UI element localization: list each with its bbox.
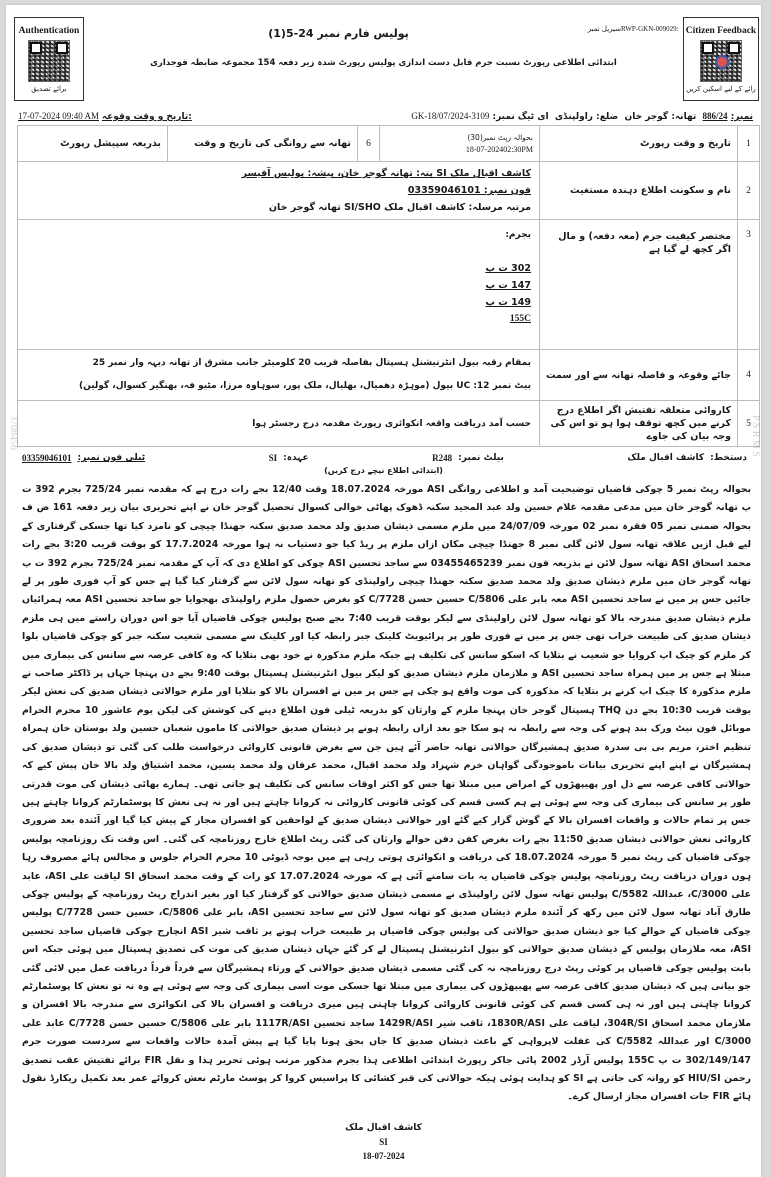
- fir-number-value: 886/24: [702, 111, 728, 121]
- district-value: راولپنڈی: [554, 112, 593, 122]
- row2-value: [18, 162, 540, 220]
- document-header: [6, 5, 761, 105]
- signature-line: [6, 447, 761, 463]
- footer-date: 18-07-2024: [362, 1150, 405, 1161]
- police-station-value: گوجر خان: [624, 112, 669, 122]
- row2-number: 2: [738, 162, 760, 220]
- occurrence-datetime: [18, 111, 192, 122]
- footer-signer-name: کاشف اقبال ملک: [345, 1122, 422, 1133]
- citizen-feedback-caption: رائے کے لیے اسکین کریں: [686, 85, 756, 93]
- row3-label: مختصر کیفیت جرم (معہ دفعہ) و مال اگر کچھ لے گیا ہے: [540, 220, 738, 350]
- row6-number: 6: [358, 126, 380, 162]
- signer-pair: [627, 453, 747, 463]
- row4-value: [18, 350, 540, 401]
- crime-label: بجرم:: [505, 230, 531, 240]
- occurrence-datetime-value: 17-07-2024 09:40 AM: [18, 111, 99, 121]
- row1-value: [380, 126, 540, 162]
- row5-value: حسب آمد دریافت واقعہ انکوائری رپورٹ مقدمہ درج رجسٹر ہوا: [18, 401, 540, 447]
- citizen-feedback-label: Citizen Feedback: [685, 26, 757, 36]
- fir-meta-line: [411, 111, 753, 122]
- fir-meta-row: [6, 105, 761, 125]
- rank-label: عہدہ:: [283, 453, 309, 463]
- fir-details-table: [17, 125, 760, 447]
- fir-narrative: [22, 481, 751, 1107]
- row3-number: 3: [738, 220, 760, 350]
- form-subtitle: ابتدائی اطلاعی رپورٹ نسبت جرم قابل دست اندازی پولیس رپورٹ شدہ زیر دفعہ 154 مجموعہ ضابطہ فوجداری: [150, 58, 617, 68]
- serial-number: [588, 25, 679, 33]
- row6-value: بذریعہ سپیشل رپورٹ: [18, 126, 168, 162]
- citizen-feedback-qr-code-icon: [700, 40, 742, 82]
- row1-label: تاریخ و وقت رپورٹ: [540, 126, 738, 162]
- etag-value: GK-18/07/2024-3109: [411, 111, 490, 121]
- row4-label: جائے وقوعہ و فاصلہ تھانہ سے اور سمت: [540, 350, 738, 401]
- belt-label: بیلٹ نمبر:: [458, 453, 504, 463]
- row4-value-line-2: بیٹ نمبر 12: UC بیول (موہڑہ دھمیال، بھلیال، ملک پور، سوہاوہ مرزا، مٹیو فہ، بھنگیر کسوال، گولین): [79, 381, 531, 391]
- table-row: [18, 162, 760, 220]
- table-row: [18, 350, 760, 401]
- authentication-qr-code-icon: [28, 40, 70, 82]
- row5-label: کاروائی متعلقہ تفتیش اگر اطلاع درج کرنے میں کچھ توقف ہوا ہو تو اس کی وجہ بیان کی جاوے: [540, 401, 738, 447]
- signer-name: کاشف اقبال ملک: [627, 453, 705, 463]
- narrative-paragraph: بحوالہ رپٹ نمبر 5 چوکی قاضیاں توضیحیت آمد و اطلاعی روانگی ASI مورخہ 18.07.2024 وقت 12/40 بجے رات درج ہے کہ مقدمہ نمبر 725/24 بجرم 392 ت پ تھانہ گوجر خان میں مدعی مقدمہ غلام حسین ولد عبد المجید سکنہ ڈھوک پھاٹی خوالی کسوال تحصیل گوجر خان نے اپنے تحریری بیان زیر دفعہ 161 ض ف بحوالہ ضمنی نمبر 05 فقرہ نمبر 02 مورخہ 24/07/09 میں ملزم مسمی ذیشان صدیق ولد محمد صدیق سکنہ جھنڈا چیچی کو نامزد کیا تھا جسکی گرفتاری کے لیے قبل ازیں علاقہ تھانہ سول لائن گلی نمبر 8 جھنڈا چیچی مکان ازاں ملزم پر ریڈ کیا جو دستیاب نہ ہوا مورخہ 17.7.2024 کو بوقت قریب 3:20 بجے رات محمد اسحاق ASI تھانہ سول لائن نے بذریعہ فون نمبر 03455465239 سے ساجد تحسین ASI چوکی کو اطلاع دی کہ آپ کے مقدمہ نمبر 725/24 بجرم 392 ت پ تھانہ گوجر خان میں ملزم ذیشان صدیق ولد محمد صدیق سکنہ جھنڈا چیچی راولپنڈی کو تھانہ سول لائن سے گرفتار کیا گیا ہے جس کو آپ فوری طور پر لے جائیں جس پر میں نے ساجد تحسین ASI معہ بابر علی 5806/C حسین حسن 7728/C کو بغرض حصول ملزم راولپنڈی بھجوایا جو ساجد تحسین ASI معہ ہمرائیاں ملزم ذیشان صدیق مندرجہ بالا کو تھانہ سول لائن راولپنڈی سے لیکر بوقت قریب 7:40 بجے صبح پولیس چوکی قاضیاں آیا جو اس دوران راستے میں ہی ملزم ذیشان صدیق کی طبیعت خراب تھی جس پر میں نے فوری طور پر پرائیویٹ کلینک جبر رابطہ کیا اور کلینک سے مسمی شعیب سکنہ جبر کو چوکی قاضیاں بلوا کر ملزم کو چیک اپ کروایا جو شعیب نے بتلایا کہ اسکو سانس کی تکلیف ہے جبکہ ملزم مذکورہ نے خود بھی بتلایا کہ وہ کافی عرصہ سے سانس کی بیماری میں مبتلا ہے جس پر میں ہمراہ ساجد تحسین ASI و ملازمان ملزم ذیشان صدیق کو لیکر بیول انٹرنیشنل ہسپتال بوقت 9:40 بجے دن پہنچا جہاں پر ڈاکٹر صاحب نے ملزم مذکورہ کا چیک اپ کرنے پر بتلایا کہ مذکورہ کی موت واقع ہو چکی ہے جس پر میں نے افسران بالا کو بتلایا اور ملزم حوالاتی ذیشان صدیق کی نعش لیکر بوقت قریب 10:30 بجے دن THQ ہسپتال گوجر خان پہنچا ملزم کے وارثان کو بذریعہ ٹیلی فون اطلاع دینے کی کوشش کی لیکن یوم عاشور 10 محرم الحرام موبائل فون نیٹ ورک بند ہونے کی وجہ سے رابطہ نہ ہو سکا جو بعد ازاں رابطہ ہونے پر ذیشان صدیق حوالاتی کا ماموں شعبان حسین ولد بوستان خان ہمراہ تنظیم اختر، مریم بی بی سدرہ صدیق ہمشیرگان حوالاتی تھانہ حاضر آئے ہیں جن سے بغرض قانونی کاروائی درخواست طلب کی گئی تو ذیشان صدیق کی ہمشیرگان نے اپنے اپنے تحریری بیانات باموجودگی گواہان خرم شہزاد ولد محمد اقبال، محمد عرفان ولد محمد یسین، محمد اشتیاق ولد بالا خان پیش کیے کہ حوالاتی کافی عرصہ سے دل اور پھیپھڑوں کے امراض میں مبتلا تھا جس کو اکثر اوقات سانس کی تکلیف ہو جاتی تھی۔ ہمارے بھائی ذیشان کی موت قدرتی طور پر سانس کی بیماری کی وجہ سے ہوئی ہے ہم کسی قسم کی کوئی قانونی کاروائی نہ کروانا چاہتے ہیں اور نہ ہی نعش کا پوسٹمارٹم کروانا چاہتے ہیں جس پر تمام حالات و واقعات افسران بالا کے گوش گزار کیے گئے اور حوالاتی ذیشان صدیق کے لواحقین کو افسران مجاز کے پیش کیا گیا اور آئندہ بعد ضروری کاروائی نعش حوالاتی ذیشان صدیق 11:50 بجے رات بغرض کفن دفن حوالے وارثان کی گئی رپٹ اطلاع خارج روزنامچہ کی گئی۔ اس وقت تک روزنامچہ پولیس چوکی قاضیاں کی رپٹ نمبر 5 مورخہ 18.07.2024 کی دریافت و انکوائری ہوتی رہی ہے میں بوجہ ڈیوٹی 10 محرم الحرام جلوس و مجالس ہائے مصروف رہا ہوں دوران دریافت رپٹ روزنامچہ پولیس چوکی قاضیاں یہ بات سامنے آئی ہے کہ مورخہ 17.07.2024 کو رات کے وقت محمد اسحاق SI لیاقت علی ASI، عابد علی 3000/C، عبداللہ 5582/C پولیس تھانہ سول لائن راولپنڈی نے مسمی ذیشان صدیق حوالاتی کو گرفتار کیا اور بغیر اندراج رپٹ روزنامچہ کے پولیس چوکی طارق آباد تھانہ سول لائن میں رکھ کر آئندہ ملزم ذیشان صدیق کو تھانہ سول لائن سے ساجد تحسین ASI، بابر علی 5806/C، حسین حسن 7728/C پولیس چوکی قاضیاں کے حوالے کیا جو ذیشان صدیق حوالاتی کی پولیس چوکی قاضیاں پر طبیعت خراب ہونے پر ثاقب شیر ASI انچارج چوکی قاضیاں ساجد تحسین ASI، معہ ملازمان پولیس کے ذیشان صدیق حوالاتی کو بیول انٹرنیشنل ہسپتال لے کر گئے جہاں ذیشان صدیق کی موت کی تصدیق ہسپتال میں ہوئی جبکہ اس بابت پولیس چوکی قاضیاں پر کوئی رپٹ درج روزنامچہ نہ کی گئی مسمی ذیشان صدیق حوالاتی کے ورثاء ہمشیرگان سے فرداً فرداً دریافت عمل میں لائی گئی جو بیانی ہیں کہ ذیشان صدیق کافی عرصہ سے پھیپھڑوں کی بیماری میں مبتلا تھا جسکی موت اسی بیماری کی وجہ سے ہوئی ہے وہ نہ تو نعش کا پوسٹمارٹم کروانا چاہتی ہیں اور نہ ہی کسی قسم کی کوئی قانونی کاروائی کروانا چاہتی ہیں میری دریافت و افسران بالا کی انکوائری سے مندرجہ بالا افسران و ملازمان محمد اسحاق 304R/SI، لیاقت علی 1830R/ASI، ثاقب شیر 1429R/ASI ساجد تحسین 1117R/ASI بابر علی 5806/C حسین حسن 7728/C عابد علی 3000/C اور عبداللہ 5582/C کی غفلت لاپرواہی کے باعث ذیشان صدیق کا جاں بحق ہونا پایا گیا ہے پیش آمدہ حالات واقعات سے سردست صورت جرم 302/149/147 ت پ 155C پولیس آرڈر 2002 پائی جاکر رپورٹ ابتدائی اطلاعی ہذا بجرم مذکور مرتب ہوئی تحریر ہذا و نقل FIR برائے تفتیش عقب تصدیق رحمن HIU/SI کو روانہ کی جاتی ہے SI کو ہدایت ہوئی ہیکہ حوالاتی کی قبر کشائی کا پراسیس کروا کر پوسٹ مارٹم نعش کروائے عمر بعد تکمیل ریکارڈ نقول ہائے FIR جات افسران مجاز ارسال کرے۔: [22, 484, 752, 1103]
- watermark-number: 3708456: [8, 415, 19, 450]
- row2-value-line-3: مرتبہ مرسلہ: کاشف اقبال ملک SI/SHO تھانہ گوجر خان: [268, 202, 531, 213]
- watermark-text: P S R M S: [750, 415, 761, 457]
- crime-section-4: 155C: [509, 314, 531, 324]
- row4-value-line-1: بمقام رقبہ بیول انٹرنیشنل ہسپتال بفاصلہ قریب 20 کلومیٹر جانب مشرق از تھانہ دیہہ وار نمبر 25: [92, 358, 531, 368]
- row5-number: 5: [738, 401, 760, 447]
- district-label: ضلع:: [596, 112, 619, 122]
- sign-label: دستخط:: [710, 453, 747, 463]
- belt-value: R248: [432, 453, 453, 463]
- row3-value: [18, 220, 540, 350]
- row1-value-line-1: بحوالہ رپٹ نمبر(30): [467, 132, 533, 142]
- fir-number-label: نمبر:: [730, 112, 753, 122]
- authentication-label: Authentication: [18, 26, 80, 36]
- row1-number: 1: [738, 126, 760, 162]
- rank-value: SI: [268, 453, 278, 463]
- row2-value-line-2: فون نمبر: 03359046101: [407, 185, 531, 196]
- crime-section-3: 149 ت پ: [485, 297, 531, 308]
- citizen-feedback-qr-box[interactable]: [683, 17, 759, 101]
- row2-value-line-1: کاشف اقبال ملک SI پتہ: تھانہ گوجر خان، پیشہ: پولیس آفیسر: [241, 168, 531, 179]
- row4-number: 4: [738, 350, 760, 401]
- authentication-caption: برائے تصدیق: [31, 85, 67, 93]
- rank-pair: [269, 453, 309, 463]
- crime-section-1: 302 ت پ: [485, 263, 531, 274]
- serial-number-label: سیریل نمبر:: [587, 25, 679, 33]
- phone-value: 03359046101: [22, 453, 72, 463]
- table-row: [18, 126, 760, 162]
- etag-label: ای ٹیگ نمبر:: [492, 112, 549, 122]
- phone-pair: [22, 453, 145, 463]
- crime-section-2: 147 ت پ: [485, 280, 531, 291]
- row2-label: نام و سکونت اطلاع دہندہ مستغیث: [540, 162, 738, 220]
- authentication-qr-box[interactable]: [14, 17, 84, 101]
- table-row: [18, 401, 760, 447]
- row6-label: تھانہ سے روانگی کی تاریخ و وقت: [168, 126, 358, 162]
- entry-note: (ابتدائی اطلاع نیچے درج کریں): [324, 466, 443, 475]
- form-title: پولیس فارم نمبر 24-5(1): [268, 27, 409, 40]
- fir-document-page: [6, 5, 761, 1177]
- row1-value-line-2: 18-07-202402:30PM: [465, 144, 533, 154]
- footer-signer-rank: SI: [379, 1136, 388, 1147]
- footer-signature: [284, 1121, 484, 1163]
- serial-number-value: RWP-GKN-009029: [621, 25, 677, 33]
- occurrence-datetime-label: تاریخ و وقت وقوعہ:: [101, 112, 192, 122]
- police-station-label: تھانہ:: [671, 112, 697, 122]
- phone-label: ٹیلی فون نمبر:: [77, 453, 146, 463]
- belt-pair: [432, 453, 504, 463]
- table-row: [18, 220, 760, 350]
